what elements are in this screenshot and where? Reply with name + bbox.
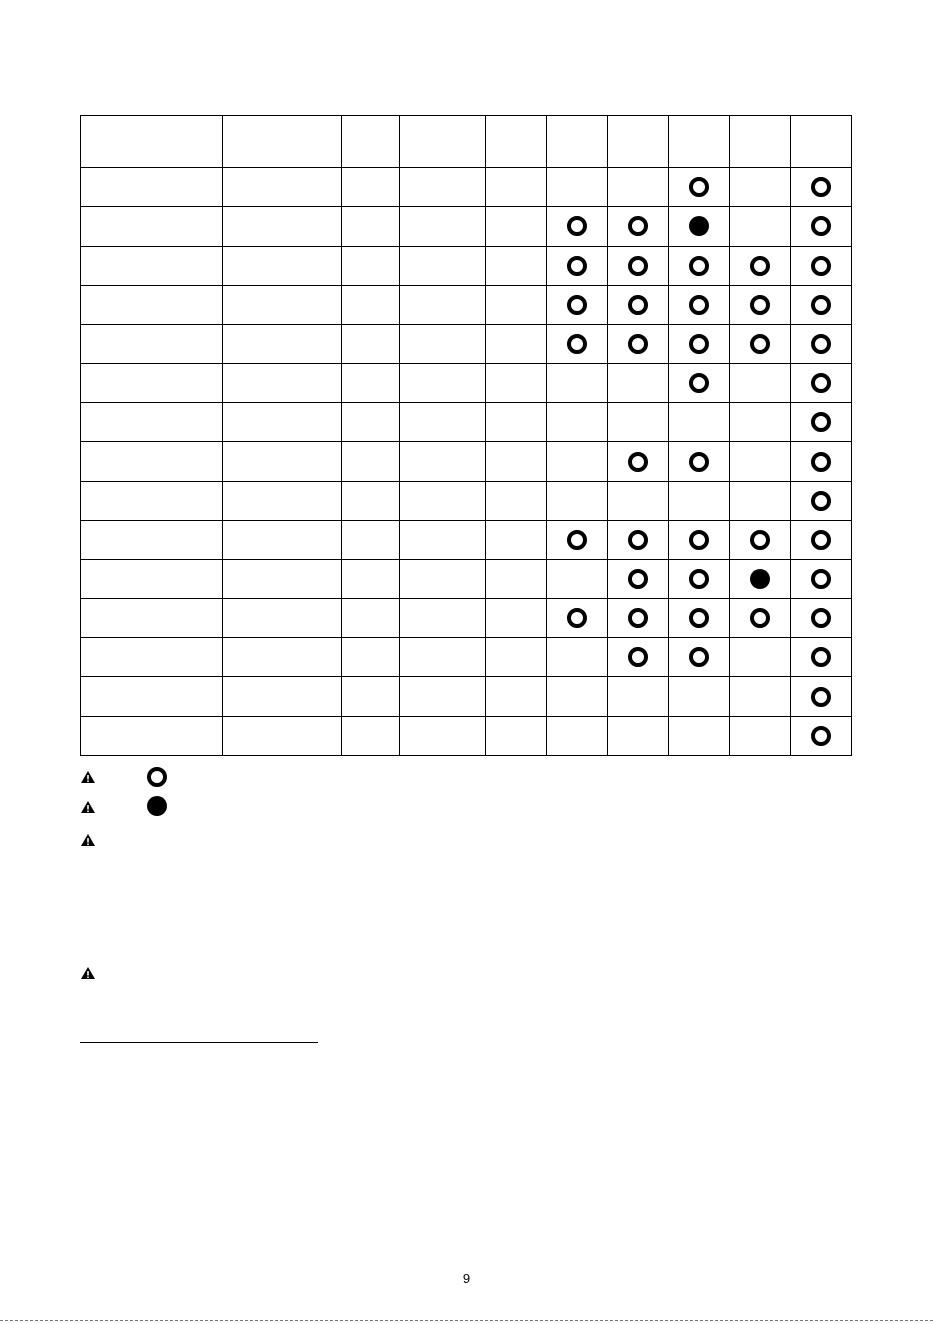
table-cell <box>730 716 791 755</box>
header-cell <box>223 116 342 168</box>
open-circle-mark <box>689 295 709 315</box>
open-circle-mark <box>689 647 709 667</box>
table-cell <box>486 599 547 638</box>
open-circle-mark <box>689 569 709 589</box>
open-circle-mark <box>689 608 709 628</box>
header-cell <box>547 116 608 168</box>
table-header-row <box>81 116 852 168</box>
open-circle-mark <box>628 530 648 550</box>
table-cell <box>81 324 223 363</box>
table-cell <box>608 677 669 716</box>
table-cell <box>342 246 400 285</box>
table-cell <box>342 364 400 403</box>
table-cell <box>486 246 547 285</box>
open-circle-mark <box>628 608 648 628</box>
table-cell <box>791 285 852 324</box>
table-cell <box>400 324 486 363</box>
table-cell <box>669 403 730 442</box>
filled-circle-mark <box>750 569 770 589</box>
table-cell <box>223 599 342 638</box>
table-cell <box>486 364 547 403</box>
table-row <box>81 559 852 598</box>
table-cell <box>342 520 400 559</box>
table-cell <box>223 246 342 285</box>
open-circle-mark <box>811 608 831 628</box>
open-circle-mark <box>689 530 709 550</box>
open-circle-mark <box>689 177 709 197</box>
header-cell <box>669 116 730 168</box>
table-cell <box>791 716 852 755</box>
table-cell <box>223 442 342 481</box>
table-cell <box>342 481 400 520</box>
table-cell <box>608 324 669 363</box>
open-circle-mark <box>811 452 831 472</box>
table-cell <box>400 246 486 285</box>
header-cell <box>400 116 486 168</box>
open-circle-mark <box>567 530 587 550</box>
table-cell <box>342 599 400 638</box>
table-cell <box>791 677 852 716</box>
table-cell <box>730 677 791 716</box>
table-cell <box>81 677 223 716</box>
table-cell <box>730 520 791 559</box>
table-cell <box>608 520 669 559</box>
table-row <box>81 168 852 207</box>
table-cell <box>81 364 223 403</box>
table-cell <box>730 285 791 324</box>
table-cell <box>730 442 791 481</box>
open-circle-mark <box>689 452 709 472</box>
table-cell <box>400 638 486 677</box>
table-cell <box>400 403 486 442</box>
warning-icon <box>80 833 96 847</box>
table-cell <box>400 716 486 755</box>
table-cell <box>400 481 486 520</box>
table-cell <box>342 559 400 598</box>
table-cell <box>669 481 730 520</box>
table-cell <box>547 520 608 559</box>
open-circle-mark <box>628 334 648 354</box>
table-cell <box>81 442 223 481</box>
table-cell <box>669 324 730 363</box>
open-circle-mark <box>811 491 831 511</box>
table-cell <box>547 364 608 403</box>
table-cell <box>342 442 400 481</box>
table-cell <box>669 638 730 677</box>
table-cell <box>547 168 608 207</box>
page-number: 9 <box>462 1271 471 1286</box>
table-row <box>81 207 852 246</box>
table-cell <box>223 403 342 442</box>
table-cell <box>791 168 852 207</box>
open-circle-mark <box>811 216 831 236</box>
header-cell <box>486 116 547 168</box>
table-cell <box>730 246 791 285</box>
table-cell <box>342 324 400 363</box>
table-cell <box>342 403 400 442</box>
table-cell <box>547 207 608 246</box>
table-cell <box>791 403 852 442</box>
table-cell <box>730 324 791 363</box>
table-cell <box>669 207 730 246</box>
filled-circle-mark <box>689 216 709 236</box>
table-cell <box>223 559 342 598</box>
open-circle-mark <box>811 647 831 667</box>
table-cell <box>342 716 400 755</box>
table-cell <box>81 716 223 755</box>
table-cell <box>791 207 852 246</box>
table-cell <box>791 599 852 638</box>
table-row <box>81 246 852 285</box>
warning-icon <box>80 770 96 784</box>
table-cell <box>669 442 730 481</box>
table-cell <box>486 324 547 363</box>
table-cell <box>730 364 791 403</box>
table-cell <box>730 559 791 598</box>
table-cell <box>791 364 852 403</box>
legend-filled-circle <box>147 796 167 816</box>
open-circle-mark <box>811 412 831 432</box>
table-cell <box>486 207 547 246</box>
table-row <box>81 638 852 677</box>
open-circle-mark <box>689 373 709 393</box>
table-cell <box>547 403 608 442</box>
compatibility-table <box>80 115 852 756</box>
table-row <box>81 403 852 442</box>
table-cell <box>547 324 608 363</box>
table-cell <box>669 677 730 716</box>
open-circle-mark <box>628 452 648 472</box>
table-cell <box>791 520 852 559</box>
table-cell <box>81 559 223 598</box>
table-cell <box>81 638 223 677</box>
table-cell <box>400 285 486 324</box>
table-cell <box>223 324 342 363</box>
table-cell <box>400 364 486 403</box>
table-cell <box>547 481 608 520</box>
table-row <box>81 481 852 520</box>
table-cell <box>342 207 400 246</box>
table-cell <box>608 481 669 520</box>
table-cell <box>547 442 608 481</box>
table-cell <box>81 285 223 324</box>
table-cell <box>608 285 669 324</box>
table-cell <box>81 207 223 246</box>
open-circle-mark <box>750 530 770 550</box>
table-cell <box>223 716 342 755</box>
header-cell <box>608 116 669 168</box>
table-cell <box>486 442 547 481</box>
table-cell <box>400 442 486 481</box>
table-cell <box>486 481 547 520</box>
open-circle-mark <box>567 216 587 236</box>
table-cell <box>547 599 608 638</box>
open-circle-mark <box>628 295 648 315</box>
open-circle-mark <box>689 256 709 276</box>
table-cell <box>791 246 852 285</box>
table-cell <box>547 246 608 285</box>
table-cell <box>608 638 669 677</box>
header-cell <box>81 116 223 168</box>
open-circle-mark <box>750 256 770 276</box>
table-cell <box>223 168 342 207</box>
open-circle-mark <box>811 530 831 550</box>
table-cell <box>486 520 547 559</box>
table-cell <box>730 638 791 677</box>
open-circle-mark <box>628 647 648 667</box>
legend-open-circle <box>147 767 167 787</box>
table-cell <box>486 285 547 324</box>
table-cell <box>608 364 669 403</box>
table-cell <box>81 168 223 207</box>
table-cell <box>486 168 547 207</box>
open-circle-mark <box>628 569 648 589</box>
table-cell <box>400 520 486 559</box>
table-cell <box>486 677 547 716</box>
table-cell <box>669 285 730 324</box>
table-cell <box>81 403 223 442</box>
open-circle-mark <box>811 373 831 393</box>
table-cell <box>547 638 608 677</box>
table-cell <box>791 324 852 363</box>
table-cell <box>608 168 669 207</box>
table-cell <box>223 481 342 520</box>
open-circle-mark <box>811 256 831 276</box>
table-cell <box>342 638 400 677</box>
table-cell <box>81 246 223 285</box>
open-circle-mark <box>689 334 709 354</box>
open-circle-mark <box>750 608 770 628</box>
table-cell <box>547 677 608 716</box>
table-cell <box>669 364 730 403</box>
table-cell <box>223 677 342 716</box>
table-row <box>81 599 852 638</box>
open-circle-mark <box>567 256 587 276</box>
page-edge <box>0 1320 933 1321</box>
table-cell <box>669 246 730 285</box>
header-cell <box>791 116 852 168</box>
open-circle-mark <box>811 295 831 315</box>
open-circle-mark <box>750 334 770 354</box>
open-circle-mark <box>811 334 831 354</box>
table-cell <box>669 520 730 559</box>
table-cell <box>223 364 342 403</box>
table-cell <box>223 520 342 559</box>
table-cell <box>486 716 547 755</box>
warning-icon <box>80 800 96 814</box>
table-cell <box>669 716 730 755</box>
table-cell <box>608 559 669 598</box>
table-cell <box>400 599 486 638</box>
table-cell <box>223 638 342 677</box>
open-circle-mark <box>567 334 587 354</box>
table-cell <box>730 599 791 638</box>
table-row <box>81 520 852 559</box>
warning-icon <box>80 966 96 980</box>
table-cell <box>81 481 223 520</box>
open-circle-mark <box>811 569 831 589</box>
table-cell <box>342 677 400 716</box>
table-row <box>81 442 852 481</box>
table-cell <box>547 716 608 755</box>
table-row <box>81 324 852 363</box>
table-cell <box>608 599 669 638</box>
table-cell <box>486 638 547 677</box>
table-cell <box>342 285 400 324</box>
table-cell <box>81 520 223 559</box>
table-cell <box>608 207 669 246</box>
table-row <box>81 716 852 755</box>
table-cell <box>486 403 547 442</box>
table-cell <box>669 559 730 598</box>
table-cell <box>730 403 791 442</box>
section-divider <box>80 1042 318 1043</box>
table-row <box>81 364 852 403</box>
table-cell <box>547 285 608 324</box>
open-circle-mark <box>567 295 587 315</box>
table-cell <box>730 481 791 520</box>
table-row <box>81 285 852 324</box>
table-cell <box>400 677 486 716</box>
table-cell <box>791 559 852 598</box>
table-cell <box>81 599 223 638</box>
header-cell <box>730 116 791 168</box>
table-cell <box>223 285 342 324</box>
table-cell <box>400 559 486 598</box>
table-cell <box>791 442 852 481</box>
open-circle-mark <box>811 177 831 197</box>
table-cell <box>400 168 486 207</box>
table-cell <box>730 168 791 207</box>
table-cell <box>608 403 669 442</box>
open-circle-mark <box>567 608 587 628</box>
open-circle-mark <box>750 295 770 315</box>
table-cell <box>791 638 852 677</box>
open-circle-mark <box>628 256 648 276</box>
table-cell <box>669 599 730 638</box>
table-cell <box>342 168 400 207</box>
table-cell <box>669 168 730 207</box>
table-cell <box>547 559 608 598</box>
table-cell <box>730 207 791 246</box>
table-cell <box>608 442 669 481</box>
table-cell <box>791 481 852 520</box>
table-cell <box>223 207 342 246</box>
table-cell <box>608 246 669 285</box>
open-circle-mark <box>811 687 831 707</box>
table-cell <box>608 716 669 755</box>
open-circle-mark <box>811 726 831 746</box>
header-cell <box>342 116 400 168</box>
table-row <box>81 677 852 716</box>
table-cell <box>400 207 486 246</box>
table-cell <box>486 559 547 598</box>
open-circle-mark <box>628 216 648 236</box>
